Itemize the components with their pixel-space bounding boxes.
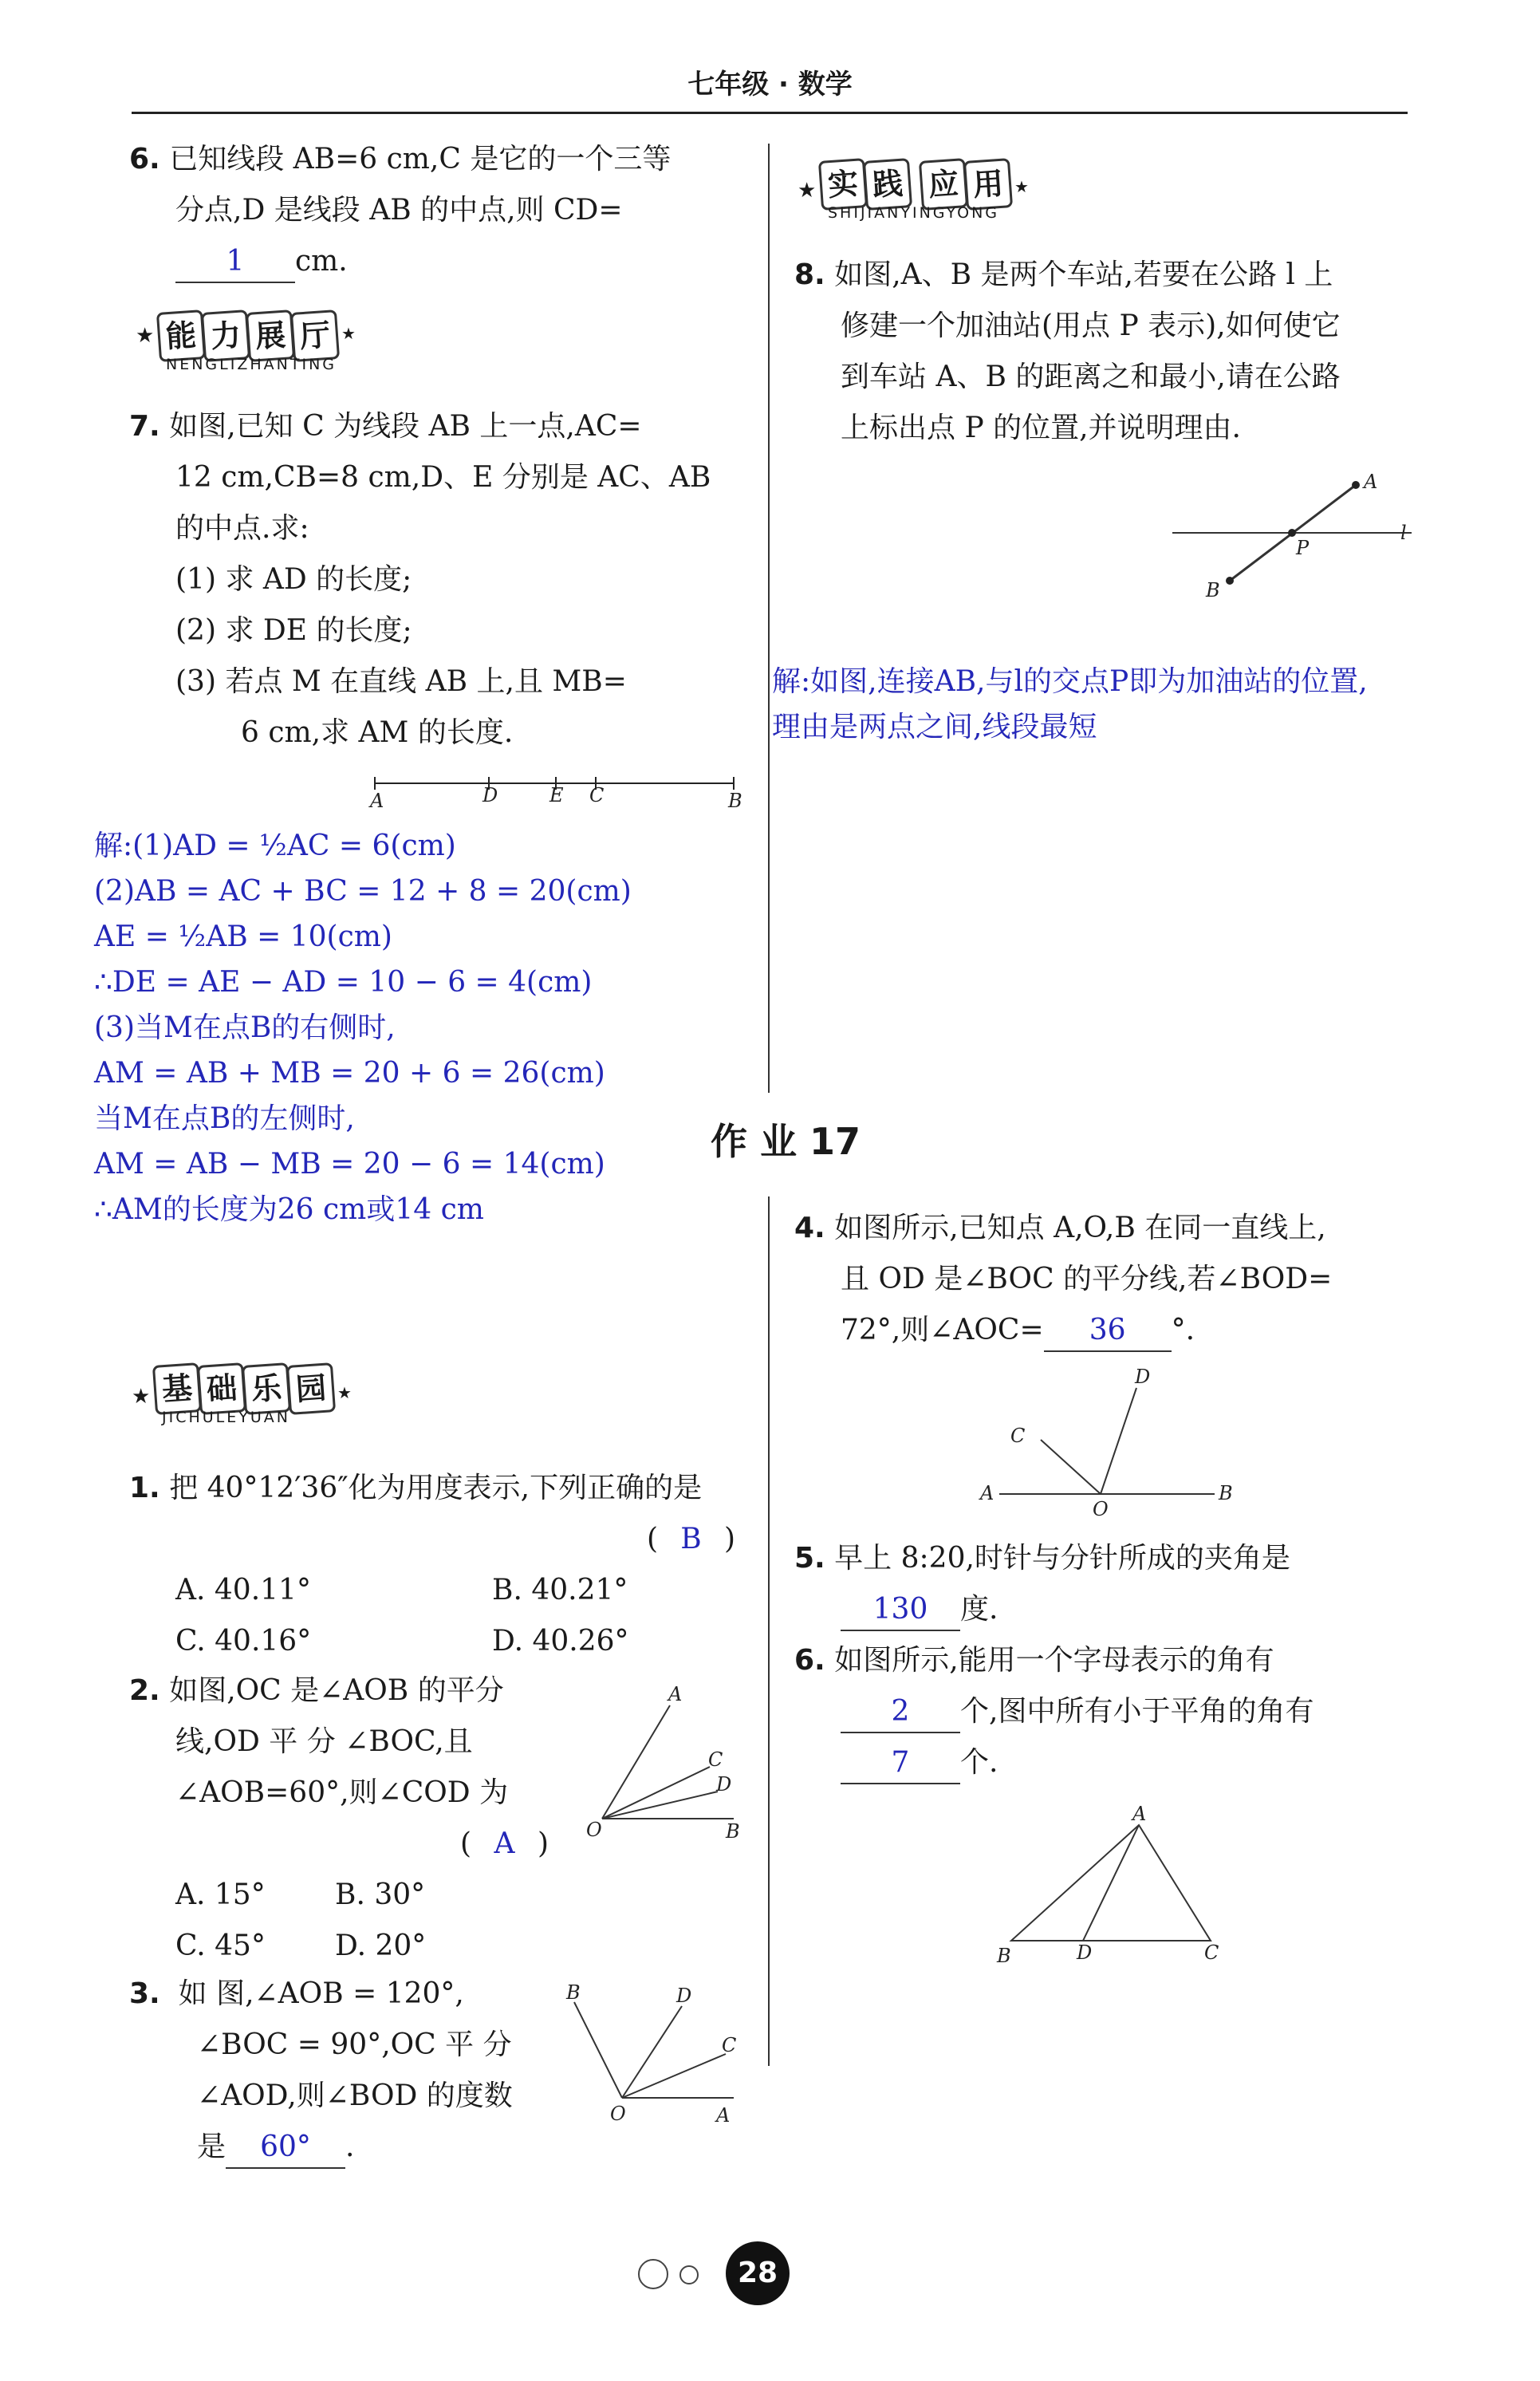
label-O: O bbox=[610, 2103, 626, 2125]
label-O: O bbox=[586, 1819, 602, 1841]
footer-decoration bbox=[638, 2241, 813, 2313]
label-B: B bbox=[997, 1945, 1011, 1967]
question-2: 2. 如图,OC 是∠AOB 的平分 线,OD 平 分 ∠BOC,且 ∠AOB=60°,则∠COD 为 ( A ) A. 15° B. 30° C. 45° D. 20° bbox=[129, 1674, 549, 1962]
label-C: C bbox=[1204, 1941, 1219, 1964]
section-badge-jichu: ★ 基 础 乐 园 JICHULEYUAN ★ bbox=[132, 1364, 746, 1436]
label-A: A bbox=[980, 1482, 995, 1504]
section-badge-nengli: ★ 能 力 展 厅 NENGLIZHANTING ★ bbox=[136, 311, 742, 383]
star-icon: ★ bbox=[136, 324, 155, 348]
star-icon: ★ bbox=[798, 179, 817, 203]
star-icon: ★ bbox=[132, 1385, 151, 1409]
q6b-triangle-figure bbox=[989, 1803, 1236, 1970]
q7-solution: 解:(1)AD = ½AC = 6(cm) (2)AB = AC + BC = 12 + 8 = 20(cm) AE = ½AB = 10(cm) ∴DE = AE − AD = 10 − 6 = 4(cm) (3)当M在点B的右侧时, AM = AB + MB = 20 + 6 = 26(cm) 当M在点B的左侧时, AM = AB − MB = 20 − 6 = 14(cm) ∴AM的长度为26 cm或14 cm bbox=[94, 830, 632, 1226]
answer-blank: 130 bbox=[841, 1590, 960, 1631]
answer-blank: 60° bbox=[226, 2127, 345, 2169]
label-C: C bbox=[1010, 1425, 1026, 1447]
column-divider-top bbox=[768, 144, 770, 1093]
label-B: B bbox=[566, 1981, 581, 2004]
q8-road-figure bbox=[1164, 455, 1428, 614]
homework-title: 作 业 17 bbox=[710, 1120, 861, 1163]
column-divider-bottom bbox=[768, 1196, 770, 2066]
label-l: l bbox=[1400, 522, 1407, 544]
label-O: O bbox=[1093, 1498, 1109, 1520]
label-B: B bbox=[1219, 1482, 1233, 1504]
question-1: 1. 把 40°12′36″化为用度表示,下列正确的是 ( B ) A. 40.11° B. 40.21° C. 40.16° D. 40.26° bbox=[129, 1472, 735, 1658]
label-A: A bbox=[1132, 1803, 1147, 1825]
circle-icon bbox=[638, 2259, 668, 2289]
label-A: A bbox=[716, 2104, 731, 2127]
question-number: 6. bbox=[129, 143, 160, 175]
label-E: E bbox=[549, 784, 564, 806]
answer-blank: 7 bbox=[841, 1743, 960, 1784]
answer-choice: B bbox=[680, 1523, 702, 1555]
header-rule bbox=[132, 112, 1408, 114]
label-D: D bbox=[482, 784, 498, 806]
page-number: 28 bbox=[726, 2241, 790, 2305]
page-header-title: 七年级 · 数学 bbox=[687, 69, 853, 101]
question-6a: 6. 已知线段 AB=6 cm,C 是它的一个三等 分点,D 是线段 AB 的中点,则 CD= 1 cm. bbox=[129, 134, 743, 287]
section-badge-shijian: ★ 实 践 应 用 SHIJIANYINGYONG ★ bbox=[798, 160, 1412, 231]
q7-segment-figure bbox=[359, 766, 750, 814]
label-C: C bbox=[708, 1748, 723, 1771]
star-icon: ★ bbox=[341, 324, 356, 343]
star-icon: ★ bbox=[337, 1383, 352, 1402]
label-D: D bbox=[676, 1985, 692, 2007]
answer-blank: 36 bbox=[1044, 1311, 1172, 1352]
label-P: P bbox=[1296, 537, 1310, 559]
circle-icon bbox=[679, 2265, 699, 2284]
label-D: D bbox=[1135, 1366, 1151, 1388]
label-B: B bbox=[726, 1820, 740, 1843]
label-B: B bbox=[1206, 579, 1220, 601]
q8-solution: 解:如图,连接AB,与l的交点P即为加油站的位置, 理由是两点之间,线段最短 bbox=[772, 665, 1368, 743]
answer-choice: A bbox=[494, 1827, 515, 1860]
question-4: 4. 如图所示,已知点 A,O,B 在同一直线上, 且 OD 是∠BOC 的平分线,若∠BOD= 72°,则∠AOC= 36 °. bbox=[794, 1203, 1432, 1356]
label-A: A bbox=[668, 1683, 683, 1705]
label-B: B bbox=[728, 790, 742, 812]
question-8: 8. 如图,A、B 是两个车站,若要在公路 l 上 修建一个加油站(用点 P 表示),如何使它 到车站 A、B 的距离之和最小,请在公路 上标出点 P 的位置,并说明理由. bbox=[794, 258, 1341, 444]
q4-angle-figure bbox=[977, 1364, 1248, 1524]
question-6b: 6. 如图所示,能用一个字母表示的角有 2 个,图中所有小于平角的角有 7 个. bbox=[794, 1635, 1432, 1788]
question-5: 5. 早上 8:20,时针与分针所成的夹角是 130 度. bbox=[794, 1533, 1432, 1635]
label-D: D bbox=[716, 1773, 732, 1796]
answer-blank: 1 bbox=[175, 242, 295, 283]
label-C: C bbox=[722, 2034, 737, 2056]
question-3: 3. 如 图,∠AOB = 120°, ∠BOC = 90°,OC 平 分 ∠AOD,则∠BOD 的度数 是 60° . bbox=[129, 1969, 751, 2173]
q2-angle-figure bbox=[574, 1683, 750, 1843]
label-C: C bbox=[589, 784, 605, 806]
star-icon: ★ bbox=[1014, 177, 1029, 196]
label-A: A bbox=[370, 790, 384, 812]
answer-blank: 2 bbox=[841, 1692, 960, 1733]
question-7: 7. 如图,已知 C 为线段 AB 上一点,AC= 12 cm,CB=8 cm,D、E 分别是 AC、AB 的中点.求: (1) 求 AD 的长度; (2) 求 DE 的长度; (3) 若点 M 在直线 AB 上,且 MB= 6 cm,求 AM 的长度. bbox=[129, 410, 711, 749]
label-A: A bbox=[1364, 471, 1378, 493]
label-D: D bbox=[1077, 1941, 1093, 1964]
q3-angle-figure bbox=[558, 1978, 758, 2130]
